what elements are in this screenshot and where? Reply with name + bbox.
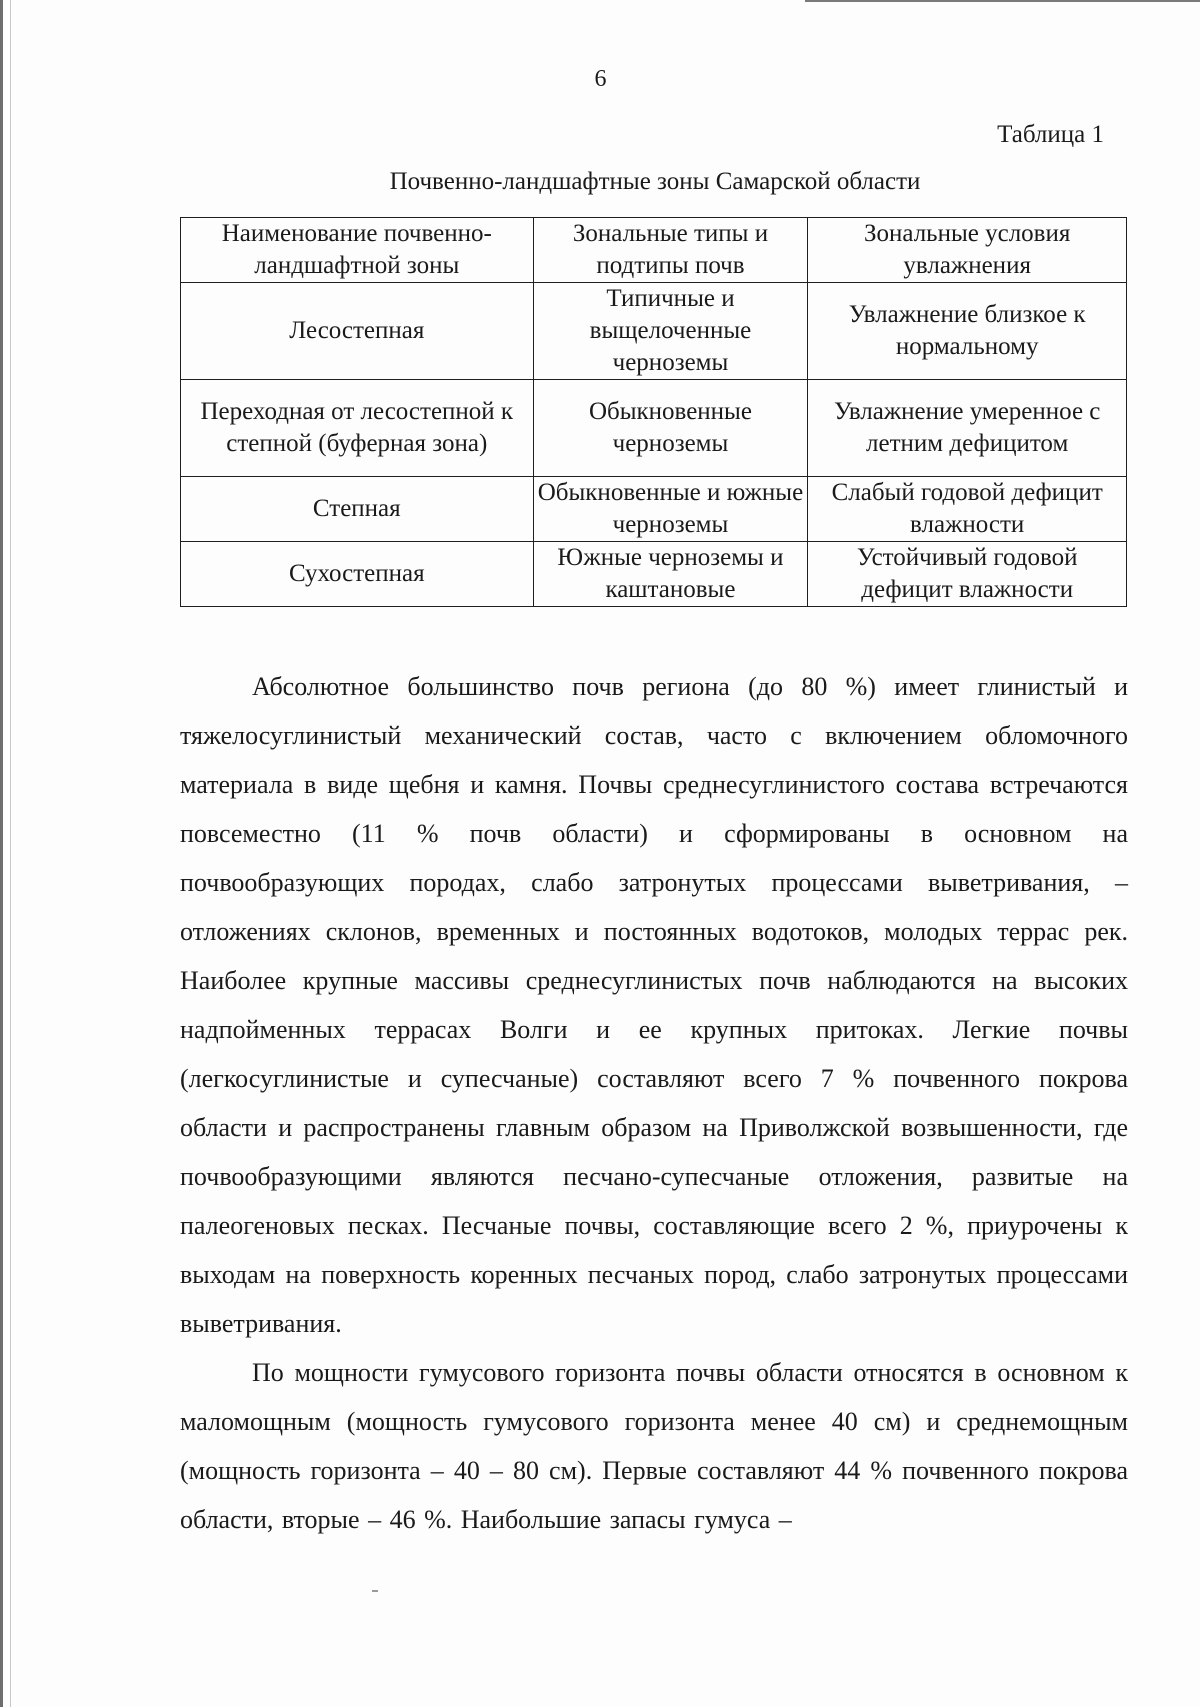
page-number: 6 — [594, 66, 607, 92]
body-text — [180, 662, 1128, 1544]
table-cell: Увлажнение умеренное с летним дефицитом — [808, 380, 1127, 477]
table-cell: Лесостепная — [181, 283, 534, 380]
table-header-row — [181, 218, 1127, 283]
table-cell: Степная — [181, 477, 534, 542]
table-row — [181, 542, 1127, 607]
soil-zones-table — [180, 217, 1127, 607]
table-row — [181, 477, 1127, 542]
table-cell: Увлажнение близкое к нормальному — [808, 283, 1127, 380]
table-cell: Южные черноземы и каштановые — [533, 542, 808, 607]
scan-top-line — [805, 0, 1200, 2]
table-label: Таблица 1 — [997, 121, 1104, 148]
table-row — [181, 283, 1127, 380]
table-cell: Устойчивый годовой дефицит влажности — [808, 542, 1127, 607]
header-moisture: Зональные условия увлажнения — [808, 218, 1127, 283]
table-cell: Переходная от лесостепной к степной (буферная зона) — [181, 380, 534, 477]
table-cell: Обыкновенные черноземы — [533, 380, 808, 477]
paragraph: Абсолютное большинство почв региона (до 80 %) имеет глинистый и тяжелосуглинистый механический состав, часто с включением обломочного материала в виде щебня и камня. Почвы среднесуглинистого состава встречаются повсеместно (11 % почв области) и сформированы в основном на почвообразующих породах, слабо затронутых процессами выветривания, – отложениях склонов, временных и постоянных водотоков, молодых террас рек. Наиболее крупные массивы среднесуглинистых почв наблюдаются на высоких надпойменных террасах Волги и ее крупных притоках. Легкие почвы (легкосуглинистые и супесчаные) составляют всего 7 % почвенного покрова области и распространены главным образом на Приволжской возвышенности, где почвообразующими являются песчано-супесчаные отложения, развитые на палеогеновых песках. Песчаные почвы, составляющие всего 2 %, приурочены к выходам на поверхность коренных песчаных пород, слабо затронутых процессами выветривания. — [180, 672, 1128, 1338]
scan-speck — [372, 1590, 378, 1592]
scan-edge — [0, 0, 3, 1707]
table-row — [181, 380, 1127, 477]
table-cell: Типичные и выщелоченные черноземы — [533, 283, 808, 380]
paragraph: По мощности гумусового горизонта почвы области относятся в основном к маломощным (мощность гумусового горизонта менее 40 см) и среднемощным (мощность горизонта – 40 – 80 см). Первые составляют 44 % почвенного покрова области, вторые – 46 %. Наибольшие запасы гумуса – — [180, 1358, 1128, 1534]
table-cell: Слабый годовой дефицит влажности — [808, 477, 1127, 542]
scan-edge-shadow — [10, 0, 11, 1707]
header-zone-name: Наименование почвенно-ландшафтной зоны — [181, 218, 534, 283]
header-soil-types: Зональные типы и подтипы почв — [533, 218, 808, 283]
table-cell: Сухостепная — [181, 542, 534, 607]
table-cell: Обыкновенные и южные черноземы — [533, 477, 808, 542]
table-caption: Почвенно-ландшафтные зоны Самарской области — [389, 168, 921, 195]
